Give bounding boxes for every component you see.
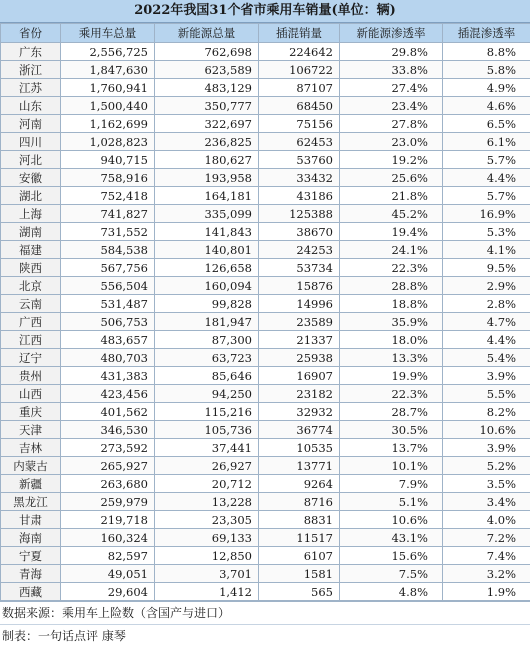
data-source-note: 数据来源：乘用车上险数（含国产与进口）: [0, 601, 530, 624]
cell-nev-penetration: 18.8%: [340, 295, 443, 313]
cell-total-sales: 483,657: [61, 331, 155, 349]
table-row: [1, 457, 530, 475]
cell-province: 宁夏: [1, 547, 61, 565]
cell-nev-total: 115,216: [155, 403, 259, 421]
cell-total-sales: 49,051: [61, 565, 155, 583]
cell-phev-penetration: 5.2%: [443, 457, 530, 475]
cell-nev-total: 85,646: [155, 367, 259, 385]
cell-phev-sales: 23182: [259, 385, 340, 403]
cell-province: 辽宁: [1, 349, 61, 367]
cell-phev-sales: 75156: [259, 115, 340, 133]
cell-province: 河北: [1, 151, 61, 169]
table-row: [1, 511, 530, 529]
cell-nev-penetration: 10.1%: [340, 457, 443, 475]
cell-phev-penetration: 6.1%: [443, 133, 530, 151]
cell-phev-penetration: 3.4%: [443, 493, 530, 511]
cell-nev-total: 3,701: [155, 565, 259, 583]
cell-province: 江苏: [1, 79, 61, 97]
cell-nev-penetration: 22.3%: [340, 385, 443, 403]
header-total-sales: 乘用车总量: [61, 24, 155, 43]
cell-nev-total: 483,129: [155, 79, 259, 97]
author-note: 制表：一句话点评 康琴: [0, 624, 530, 647]
cell-nev-total: 23,305: [155, 511, 259, 529]
cell-phev-sales: 8716: [259, 493, 340, 511]
cell-total-sales: 265,927: [61, 457, 155, 475]
cell-province: 上海: [1, 205, 61, 223]
cell-phev-penetration: 3.9%: [443, 439, 530, 457]
cell-province: 江西: [1, 331, 61, 349]
cell-nev-total: 12,850: [155, 547, 259, 565]
cell-nev-total: 20,712: [155, 475, 259, 493]
cell-phev-sales: 9264: [259, 475, 340, 493]
cell-nev-penetration: 45.2%: [340, 205, 443, 223]
table-row: [1, 529, 530, 547]
cell-total-sales: 1,500,440: [61, 97, 155, 115]
cell-phev-penetration: 4.4%: [443, 331, 530, 349]
cell-phev-penetration: 6.5%: [443, 115, 530, 133]
cell-province: 河南: [1, 115, 61, 133]
cell-phev-sales: 23589: [259, 313, 340, 331]
table-row: [1, 43, 530, 61]
cell-total-sales: 401,562: [61, 403, 155, 421]
header-row: [1, 24, 530, 43]
cell-phev-penetration: 5.5%: [443, 385, 530, 403]
cell-total-sales: 1,028,823: [61, 133, 155, 151]
cell-phev-sales: 68450: [259, 97, 340, 115]
cell-province: 山东: [1, 97, 61, 115]
cell-nev-penetration: 28.7%: [340, 403, 443, 421]
cell-nev-total: 236,825: [155, 133, 259, 151]
cell-nev-penetration: 25.6%: [340, 169, 443, 187]
table-row: [1, 151, 530, 169]
cell-province: 浙江: [1, 61, 61, 79]
cell-phev-penetration: 9.5%: [443, 259, 530, 277]
cell-province: 青海: [1, 565, 61, 583]
cell-phev-sales: 13771: [259, 457, 340, 475]
cell-total-sales: 731,552: [61, 223, 155, 241]
cell-phev-sales: 1581: [259, 565, 340, 583]
cell-phev-sales: 224642: [259, 43, 340, 61]
cell-nev-total: 335,099: [155, 205, 259, 223]
cell-phev-penetration: 4.7%: [443, 313, 530, 331]
cell-nev-penetration: 19.4%: [340, 223, 443, 241]
cell-nev-penetration: 33.8%: [340, 61, 443, 79]
cell-total-sales: 758,916: [61, 169, 155, 187]
cell-nev-total: 164,181: [155, 187, 259, 205]
header-phev-penetration: 插混渗透率: [443, 24, 530, 43]
cell-province: 贵州: [1, 367, 61, 385]
cell-total-sales: 29,604: [61, 583, 155, 601]
cell-nev-penetration: 7.9%: [340, 475, 443, 493]
cell-phev-penetration: 2.9%: [443, 277, 530, 295]
table-row: [1, 277, 530, 295]
cell-total-sales: 1,847,630: [61, 61, 155, 79]
cell-phev-sales: 6107: [259, 547, 340, 565]
table-row: [1, 115, 530, 133]
table-row: [1, 241, 530, 259]
cell-total-sales: 480,703: [61, 349, 155, 367]
cell-total-sales: 506,753: [61, 313, 155, 331]
cell-phev-penetration: 7.2%: [443, 529, 530, 547]
table-row: [1, 187, 530, 205]
cell-province: 湖南: [1, 223, 61, 241]
cell-phev-penetration: 3.2%: [443, 565, 530, 583]
table-row: [1, 259, 530, 277]
cell-nev-total: 350,777: [155, 97, 259, 115]
cell-phev-penetration: 4.1%: [443, 241, 530, 259]
cell-nev-total: 13,228: [155, 493, 259, 511]
cell-total-sales: 2,556,725: [61, 43, 155, 61]
cell-province: 甘肃: [1, 511, 61, 529]
cell-nev-total: 1,412: [155, 583, 259, 601]
cell-nev-total: 126,658: [155, 259, 259, 277]
cell-phev-penetration: 5.7%: [443, 187, 530, 205]
cell-phev-penetration: 1.9%: [443, 583, 530, 601]
table-row: [1, 583, 530, 601]
cell-phev-penetration: 5.8%: [443, 61, 530, 79]
cell-nev-total: 105,736: [155, 421, 259, 439]
cell-nev-total: 141,843: [155, 223, 259, 241]
cell-nev-total: 63,723: [155, 349, 259, 367]
cell-phev-sales: 87107: [259, 79, 340, 97]
cell-total-sales: 1,162,699: [61, 115, 155, 133]
cell-phev-sales: 14996: [259, 295, 340, 313]
cell-province: 山西: [1, 385, 61, 403]
cell-nev-total: 181,947: [155, 313, 259, 331]
cell-phev-sales: 32932: [259, 403, 340, 421]
sales-table: [0, 23, 530, 601]
cell-nev-penetration: 13.3%: [340, 349, 443, 367]
cell-phev-sales: 53760: [259, 151, 340, 169]
table-row: [1, 439, 530, 457]
cell-nev-total: 623,589: [155, 61, 259, 79]
table-row: [1, 79, 530, 97]
cell-province: 吉林: [1, 439, 61, 457]
cell-total-sales: 273,592: [61, 439, 155, 457]
cell-nev-total: 193,958: [155, 169, 259, 187]
cell-nev-penetration: 35.9%: [340, 313, 443, 331]
cell-phev-penetration: 7.4%: [443, 547, 530, 565]
cell-total-sales: 160,324: [61, 529, 155, 547]
table-row: [1, 385, 530, 403]
cell-province: 四川: [1, 133, 61, 151]
cell-total-sales: 531,487: [61, 295, 155, 313]
cell-nev-penetration: 21.8%: [340, 187, 443, 205]
table-row: [1, 133, 530, 151]
cell-nev-total: 160,094: [155, 277, 259, 295]
cell-nev-penetration: 24.1%: [340, 241, 443, 259]
cell-nev-penetration: 18.0%: [340, 331, 443, 349]
cell-nev-penetration: 5.1%: [340, 493, 443, 511]
header-nev-total: 新能源总量: [155, 24, 259, 43]
cell-nev-total: 140,801: [155, 241, 259, 259]
cell-nev-penetration: 19.2%: [340, 151, 443, 169]
cell-nev-penetration: 29.8%: [340, 43, 443, 61]
cell-total-sales: 346,530: [61, 421, 155, 439]
cell-phev-penetration: 8.8%: [443, 43, 530, 61]
cell-province: 北京: [1, 277, 61, 295]
cell-province: 西藏: [1, 583, 61, 601]
cell-phev-sales: 38670: [259, 223, 340, 241]
table-row: [1, 169, 530, 187]
cell-nev-penetration: 23.4%: [340, 97, 443, 115]
cell-nev-total: 37,441: [155, 439, 259, 457]
table-title: 2022年我国31个省市乘用车销量(单位：辆): [0, 0, 530, 23]
cell-total-sales: 259,979: [61, 493, 155, 511]
cell-province: 内蒙古: [1, 457, 61, 475]
cell-total-sales: 1,760,941: [61, 79, 155, 97]
cell-nev-penetration: 4.8%: [340, 583, 443, 601]
cell-total-sales: 584,538: [61, 241, 155, 259]
cell-phev-penetration: 4.9%: [443, 79, 530, 97]
cell-phev-penetration: 5.3%: [443, 223, 530, 241]
cell-total-sales: 263,680: [61, 475, 155, 493]
cell-province: 湖北: [1, 187, 61, 205]
cell-nev-penetration: 13.7%: [340, 439, 443, 457]
cell-phev-sales: 106722: [259, 61, 340, 79]
cell-nev-total: 322,697: [155, 115, 259, 133]
table-row: [1, 367, 530, 385]
cell-nev-penetration: 30.5%: [340, 421, 443, 439]
cell-province: 广西: [1, 313, 61, 331]
cell-phev-penetration: 4.0%: [443, 511, 530, 529]
cell-total-sales: 431,383: [61, 367, 155, 385]
cell-phev-penetration: 8.2%: [443, 403, 530, 421]
table-row: [1, 493, 530, 511]
cell-province: 黑龙江: [1, 493, 61, 511]
cell-phev-sales: 21337: [259, 331, 340, 349]
cell-total-sales: 741,827: [61, 205, 155, 223]
cell-nev-penetration: 23.0%: [340, 133, 443, 151]
cell-nev-penetration: 28.8%: [340, 277, 443, 295]
header-nev-penetration: 新能源渗透率: [340, 24, 443, 43]
cell-province: 安徽: [1, 169, 61, 187]
cell-nev-penetration: 10.6%: [340, 511, 443, 529]
cell-nev-total: 69,133: [155, 529, 259, 547]
table-body: [1, 43, 530, 601]
cell-phev-sales: 36774: [259, 421, 340, 439]
cell-phev-sales: 10535: [259, 439, 340, 457]
header-province: 省份: [1, 24, 61, 43]
cell-total-sales: 752,418: [61, 187, 155, 205]
cell-total-sales: 219,718: [61, 511, 155, 529]
cell-nev-total: 26,927: [155, 457, 259, 475]
cell-phev-penetration: 16.9%: [443, 205, 530, 223]
table-row: [1, 313, 530, 331]
cell-nev-total: 99,828: [155, 295, 259, 313]
cell-province: 云南: [1, 295, 61, 313]
cell-phev-sales: 11517: [259, 529, 340, 547]
cell-phev-penetration: 4.6%: [443, 97, 530, 115]
cell-province: 广东: [1, 43, 61, 61]
cell-province: 天津: [1, 421, 61, 439]
cell-nev-total: 94,250: [155, 385, 259, 403]
table-row: [1, 223, 530, 241]
cell-nev-penetration: 19.9%: [340, 367, 443, 385]
cell-total-sales: 567,756: [61, 259, 155, 277]
table-row: [1, 421, 530, 439]
header-phev-sales: 插混销量: [259, 24, 340, 43]
cell-phev-sales: 15876: [259, 277, 340, 295]
cell-nev-penetration: 22.3%: [340, 259, 443, 277]
cell-phev-sales: 24253: [259, 241, 340, 259]
cell-nev-penetration: 43.1%: [340, 529, 443, 547]
cell-province: 重庆: [1, 403, 61, 421]
cell-phev-sales: 8831: [259, 511, 340, 529]
cell-phev-sales: 62453: [259, 133, 340, 151]
cell-phev-sales: 16907: [259, 367, 340, 385]
table-row: [1, 295, 530, 313]
cell-phev-penetration: 3.5%: [443, 475, 530, 493]
cell-phev-sales: 565: [259, 583, 340, 601]
table-row: [1, 565, 530, 583]
cell-phev-sales: 43186: [259, 187, 340, 205]
cell-phev-penetration: 10.6%: [443, 421, 530, 439]
cell-phev-sales: 53734: [259, 259, 340, 277]
cell-nev-total: 762,698: [155, 43, 259, 61]
cell-province: 陕西: [1, 259, 61, 277]
cell-total-sales: 940,715: [61, 151, 155, 169]
table-row: [1, 349, 530, 367]
cell-province: 新疆: [1, 475, 61, 493]
cell-phev-penetration: 4.4%: [443, 169, 530, 187]
cell-total-sales: 423,456: [61, 385, 155, 403]
cell-nev-penetration: 15.6%: [340, 547, 443, 565]
cell-phev-penetration: 3.9%: [443, 367, 530, 385]
table-row: [1, 403, 530, 421]
cell-phev-penetration: 5.7%: [443, 151, 530, 169]
cell-province: 海南: [1, 529, 61, 547]
table-row: [1, 475, 530, 493]
cell-nev-penetration: 7.5%: [340, 565, 443, 583]
cell-phev-sales: 25938: [259, 349, 340, 367]
cell-total-sales: 556,504: [61, 277, 155, 295]
cell-phev-sales: 33432: [259, 169, 340, 187]
cell-province: 福建: [1, 241, 61, 259]
table-row: [1, 547, 530, 565]
table-row: [1, 331, 530, 349]
cell-nev-total: 87,300: [155, 331, 259, 349]
table-row: [1, 97, 530, 115]
cell-phev-penetration: 2.8%: [443, 295, 530, 313]
cell-nev-penetration: 27.4%: [340, 79, 443, 97]
cell-total-sales: 82,597: [61, 547, 155, 565]
cell-phev-penetration: 5.4%: [443, 349, 530, 367]
table-row: [1, 61, 530, 79]
cell-nev-penetration: 27.8%: [340, 115, 443, 133]
cell-nev-total: 180,627: [155, 151, 259, 169]
table-row: [1, 205, 530, 223]
cell-phev-sales: 125388: [259, 205, 340, 223]
